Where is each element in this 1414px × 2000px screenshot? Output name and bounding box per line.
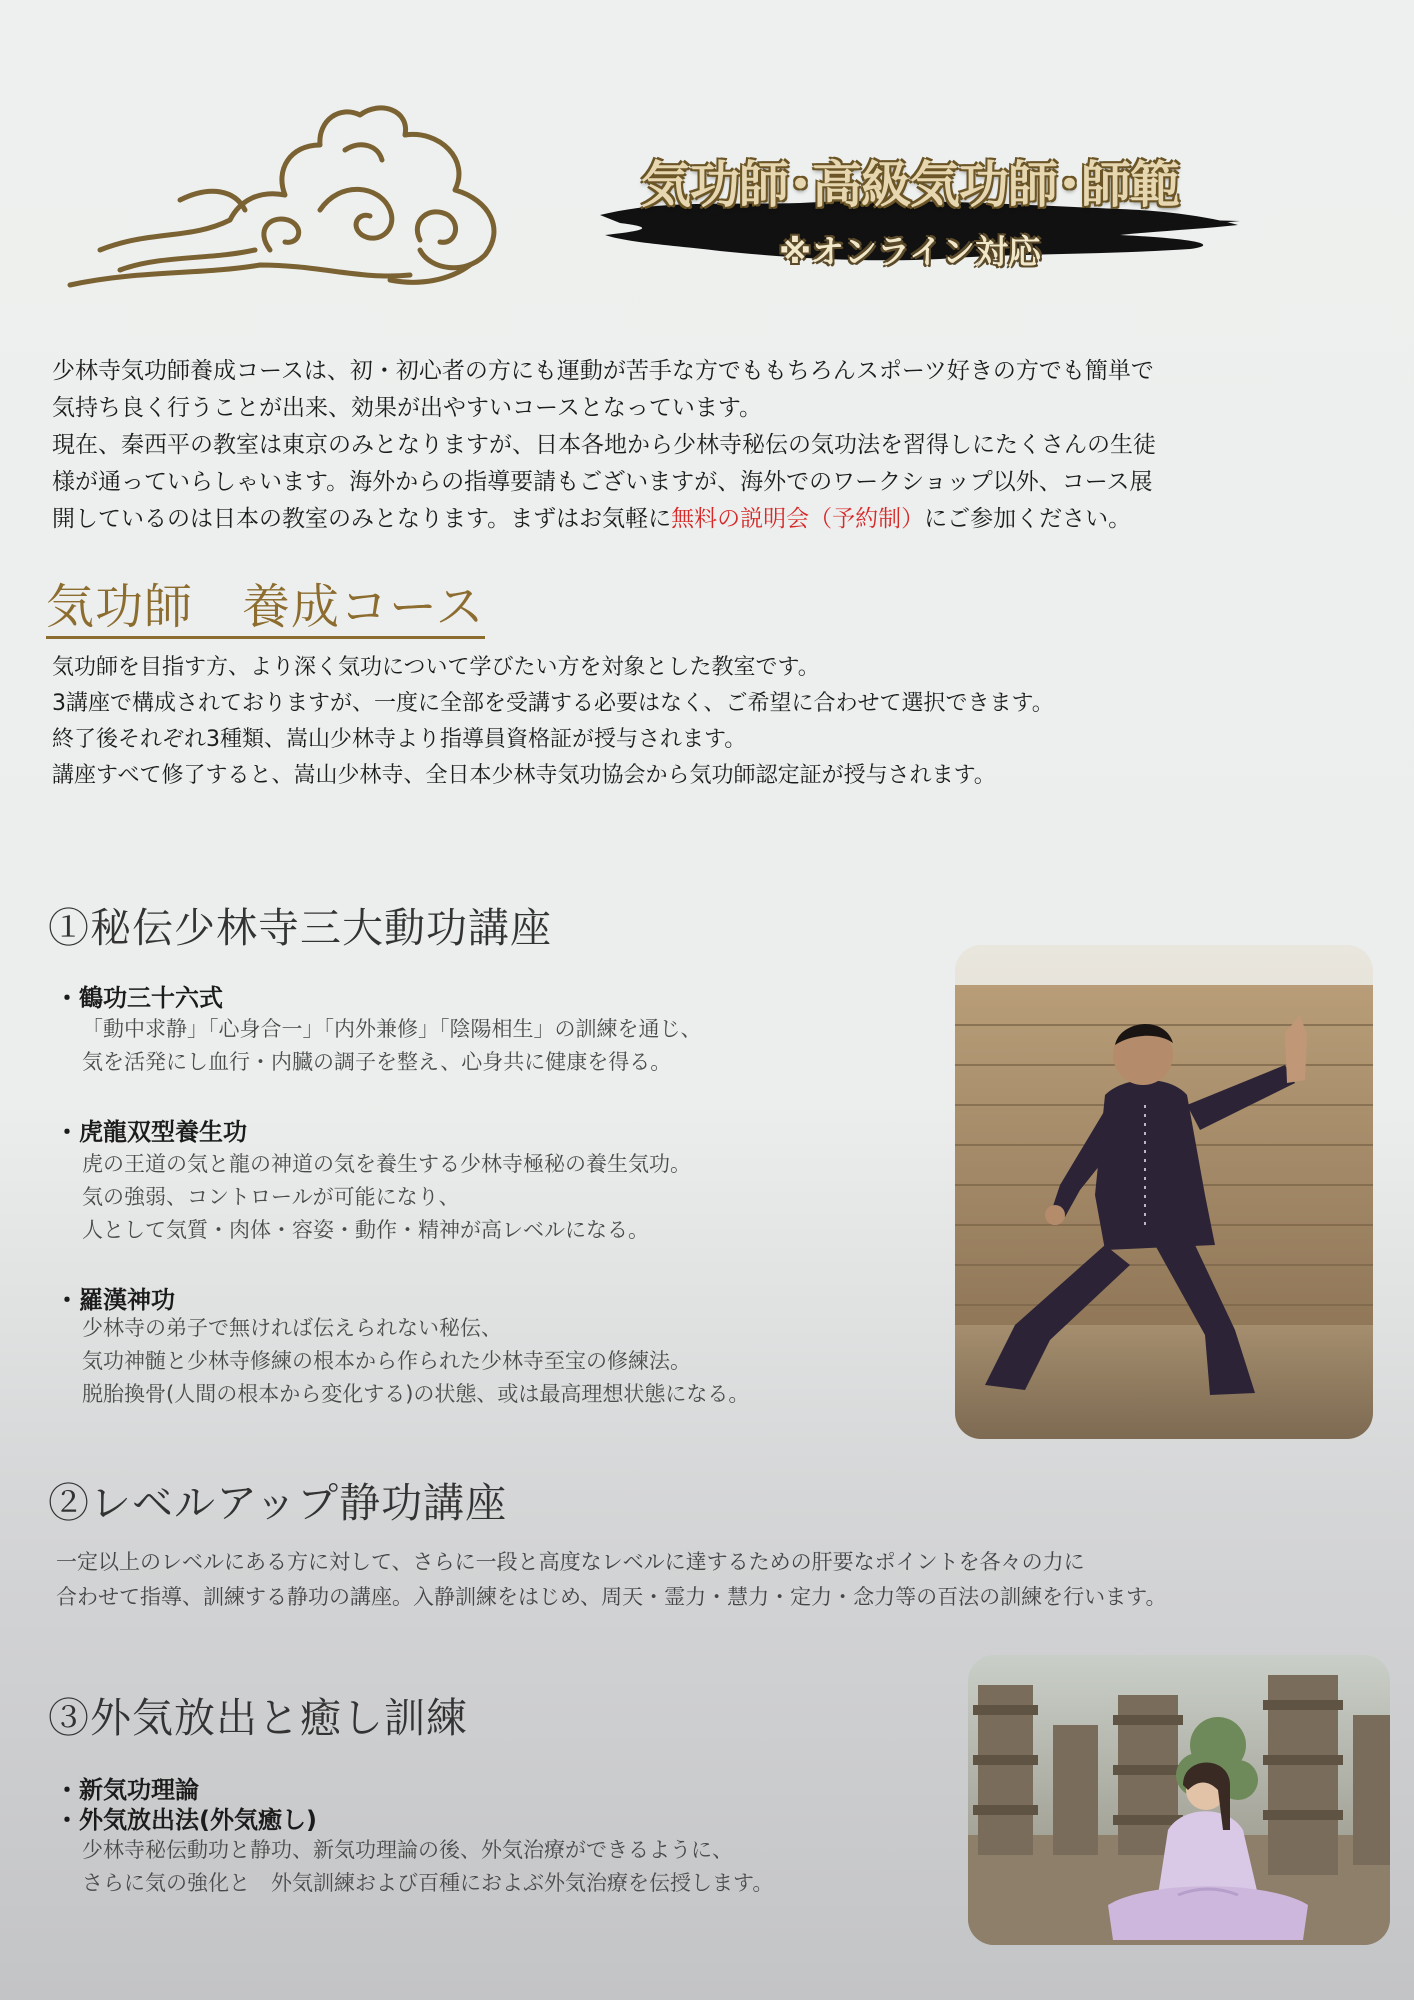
course-desc-line: 終了後それぞれ3種類、嵩山少林寺より指導員資格証が授与されます。 — [52, 727, 747, 752]
item-line: 人として気質・肉体・容姿・動作・精神が高レベルになる。 — [82, 1218, 649, 1242]
item-title: ・羅漢神功 — [55, 1286, 175, 1314]
item-title: ・外気放出法(外気癒し) — [55, 1806, 317, 1834]
free-seminar-highlight: 無料の説明会（予約制） — [671, 506, 925, 532]
kungfu-master-illustration — [955, 945, 1373, 1439]
item-line: さらに気の強化と 外気訓練および百種におよぶ外気治療を伝授します。 — [82, 1871, 774, 1895]
course-desc-line: 講座すべて修了すると、嵩山少林寺、全日本少林寺気功協会から気功師認定証が授与されます。 — [52, 763, 996, 788]
section3-heading: ③外気放出と癒し訓練 — [48, 1694, 468, 1742]
intro-line: 様が通っていらしゃいます。海外からの指導要請もございますが、海外でのワークショップ以外、コース展 — [52, 469, 1153, 495]
intro-line: 現在、秦西平の教室は東京のみとなりますが、日本各地から少林寺秘伝の気功法を習得しにたくさんの生徒 — [52, 432, 1156, 458]
section2-line: 合わせて指導、訓練する静功の講座。入静訓練をはじめ、周天・霊力・慧力・定力・念力等の百法の訓練を行います。 — [56, 1585, 1167, 1609]
item-line: 気の強弱、コントロールが可能になり、 — [82, 1185, 460, 1209]
intro-line-text: にご参加ください。 — [924, 506, 1132, 532]
intro-line — [52, 501, 1352, 538]
item-line: 脱胎換骨(人間の根本から変化する)の状態、或は最高理想状態になる。 — [82, 1382, 750, 1406]
cloud-ornament-icon — [60, 90, 540, 290]
item-title: ・新気功理論 — [55, 1776, 199, 1804]
course-desc-line: 気功師を目指す方、より深く気功について学びたい方を対象とした教室です。 — [52, 655, 820, 680]
item-line: 虎の王道の気と龍の神道の気を養生する少林寺極秘の養生気功。 — [82, 1152, 691, 1176]
item-title: ・鶴功三十六式 — [55, 984, 223, 1012]
item-body — [82, 1013, 702, 1079]
section1-heading: ①秘伝少林寺三大動功講座 — [48, 904, 552, 952]
intro-text — [52, 353, 1352, 538]
item-line: 少林寺の弟子で無ければ伝えられない秘伝、 — [82, 1316, 502, 1340]
item-line: 気功神髄と少林寺修練の根本から作られた少林寺至宝の修練法。 — [82, 1349, 691, 1373]
item-title: ・虎龍双型養生功 — [55, 1118, 247, 1146]
section2-heading: ②レベルアップ静功講座 — [48, 1479, 508, 1527]
item-line: 気を活発にし血行・内臓の調子を整え、心身共に健康を得る。 — [82, 1050, 672, 1074]
meditation-illustration — [968, 1655, 1390, 1945]
item-body — [82, 1148, 691, 1247]
course-description — [52, 650, 1352, 794]
page-subtitle: ※オンライン対応 — [778, 232, 1042, 271]
item-body — [82, 1834, 773, 1900]
section2-body — [56, 1545, 1166, 1615]
intro-line: 気持ち良く行うことが出来、効果が出やすいコースとなっています。 — [52, 395, 763, 421]
intro-line-text: 開しているのは日本の教室のみとなります。まずはお気軽に — [52, 506, 672, 532]
page-title: 気功師･高級気功師･師範 — [641, 155, 1179, 214]
meditation-photo — [968, 1655, 1390, 1945]
item-line: 少林寺秘伝動功と静功、新気功理論の後、外気治療ができるように、 — [82, 1838, 733, 1862]
course-heading: 気功師 養成コース — [46, 578, 485, 639]
item-body — [82, 1312, 749, 1411]
intro-line: 少林寺気功師養成コースは、初・初心者の方にも運動が苦手な方でももちろんスポーツ好きの方でも簡単で — [52, 358, 1154, 384]
kungfu-master-photo — [955, 945, 1373, 1439]
section2-line: 一定以上のレベルにある方に対して、さらに一段と高度なレベルに達するための肝要なポイントを各々の力に — [56, 1550, 1085, 1574]
item-line: 「動中求静」「心身合一」「内外兼修」「陰陽相生」の訓練を通じ、 — [82, 1017, 702, 1041]
course-desc-line: 3講座で構成されておりますが、一度に全部を受講する必要はなく、ご希望に合わせて選択できます。 — [52, 691, 1054, 716]
